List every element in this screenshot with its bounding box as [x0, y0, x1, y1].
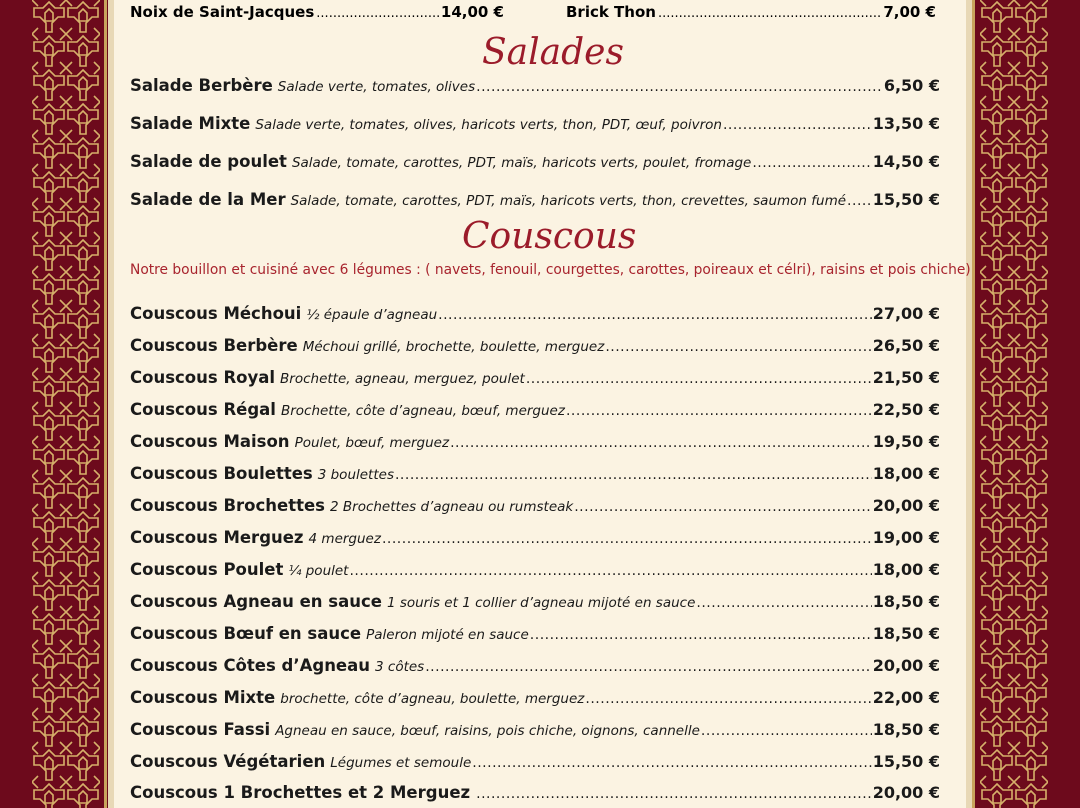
- menu-item-top-1: [130, 3, 504, 21]
- item-price: 18,00 €: [872, 560, 940, 579]
- item-price: 22,50 €: [872, 400, 940, 419]
- item-name: Couscous Agneau en sauce: [130, 592, 382, 611]
- menu-item-salade: [130, 190, 940, 212]
- item-name: Couscous Méchoui: [130, 304, 302, 323]
- item-price: 7,00 €: [883, 3, 936, 21]
- item-description: ½ épaule d’agneau: [306, 307, 438, 323]
- item-name: Couscous Mixte: [130, 688, 276, 707]
- section-title-salades: Salades: [482, 32, 624, 73]
- menu-item-couscous: [130, 656, 940, 678]
- item-price: 18,00 €: [872, 464, 940, 483]
- item-name: Salade de poulet: [130, 152, 287, 171]
- menu-item-couscous: [130, 624, 940, 646]
- item-dots: [476, 786, 872, 802]
- item-description: 3 boulettes: [317, 467, 394, 483]
- right-border-pattern: [980, 0, 1048, 808]
- item-name: Salade Berbère: [130, 76, 273, 95]
- item-price: 19,50 €: [872, 432, 940, 451]
- item-price: 21,50 €: [872, 368, 940, 387]
- item-name: Noix de Saint-Jacques: [130, 3, 315, 21]
- menu-item-couscous: [130, 560, 940, 582]
- item-description: Salade, tomate, carottes, PDT, maïs, haricots verts, poulet, fromage: [291, 155, 752, 171]
- item-dots: [696, 595, 871, 611]
- couscous-note: Notre bouillon et cuisiné avec 6 légumes : ( navets, fenouil, courgettes, carottes, poireaux et célri), raisins et pois chiche): [130, 262, 971, 278]
- menu-item-couscous: [130, 592, 940, 614]
- item-name: Couscous Poulet: [130, 560, 284, 579]
- item-description: brochette, côte d’agneau, boulette, merguez: [280, 691, 585, 707]
- item-price: 15,50 €: [872, 190, 940, 209]
- item-price: 18,50 €: [872, 720, 940, 739]
- item-description: 2 Brochettes d’agneau ou rumsteak: [330, 499, 574, 515]
- section-title-couscous: Couscous: [462, 216, 637, 257]
- item-name: Couscous Brochettes: [130, 496, 325, 515]
- item-description: Salade verte, tomates, olives: [277, 79, 476, 95]
- item-price: 22,00 €: [872, 688, 940, 707]
- item-dots: [530, 627, 872, 643]
- item-description: 4 merguez: [308, 531, 381, 547]
- item-name: Couscous Royal: [130, 368, 276, 387]
- item-description: Légumes et semoule: [330, 755, 472, 771]
- item-name: Couscous Boulettes: [130, 464, 313, 483]
- item-description: Poulet, bœuf, merguez: [294, 435, 450, 451]
- right-gold-line: [972, 0, 975, 808]
- item-description: ¼ poulet: [288, 563, 349, 579]
- item-dots: [438, 307, 872, 323]
- menu-item-couscous: [130, 783, 940, 805]
- item-dots: [450, 435, 872, 451]
- menu-item-couscous: [130, 752, 940, 774]
- item-price: 18,50 €: [872, 624, 940, 643]
- item-price: 18,50 €: [872, 592, 940, 611]
- item-name: Couscous Régal: [130, 400, 276, 419]
- item-description: Paleron mijoté en sauce: [366, 627, 529, 643]
- menu-item-couscous: [130, 368, 940, 390]
- item-description: Brochette, agneau, merguez, poulet: [280, 371, 525, 387]
- item-name: Salade Mixte: [130, 114, 251, 133]
- item-dots: [395, 467, 872, 483]
- item-dots: [658, 6, 881, 21]
- menu-item-couscous: [130, 688, 940, 710]
- menu-item-couscous: [130, 304, 940, 326]
- item-dots: [574, 499, 871, 515]
- item-dots: [472, 755, 871, 771]
- item-price: 13,50 €: [872, 114, 940, 133]
- menu-item-couscous: [130, 400, 940, 422]
- item-name: Couscous Fassi: [130, 720, 271, 739]
- item-description: Agneau en sauce, bœuf, raisins, pois chiche, oignons, cannelle: [275, 723, 700, 739]
- item-name: Couscous Berbère: [130, 336, 298, 355]
- menu-item-couscous: [130, 464, 940, 486]
- item-name: Couscous 1 Brochettes et 2 Merguez: [130, 783, 471, 802]
- menu-item-couscous: [130, 432, 940, 454]
- item-dots: [476, 79, 883, 95]
- item-name: Brick Thon: [566, 3, 656, 21]
- item-price: 26,50 €: [872, 336, 940, 355]
- item-price: 20,00 €: [872, 783, 940, 802]
- item-name: Couscous Maison: [130, 432, 290, 451]
- item-dots: [605, 339, 871, 355]
- item-dots: [349, 563, 871, 579]
- item-dots: [316, 6, 439, 21]
- left-border-pattern: [32, 0, 100, 808]
- menu-item-salade: [130, 114, 940, 136]
- item-description: Salade, tomate, carottes, PDT, maïs, haricots verts, thon, crevettes, saumon fumé: [290, 193, 847, 209]
- item-price: 6,50 €: [883, 76, 940, 95]
- right-border: [972, 0, 1080, 808]
- left-border: [0, 0, 108, 808]
- item-description: 1 souris et 1 collier d’agneau mijoté en sauce: [386, 595, 696, 611]
- menu-item-couscous: [130, 496, 940, 518]
- item-dots: [701, 723, 872, 739]
- item-price: 15,50 €: [872, 752, 940, 771]
- item-dots: [847, 193, 872, 209]
- item-name: Couscous Côtes d’Agneau: [130, 656, 371, 675]
- menu-item-top-2: [566, 3, 936, 21]
- item-price: 14,50 €: [872, 152, 940, 171]
- item-price: 14,00 €: [440, 3, 504, 21]
- menu-page: [108, 0, 972, 808]
- menu-item-salade: [130, 76, 940, 98]
- item-price: 19,00 €: [872, 528, 940, 547]
- item-price: 27,00 €: [872, 304, 940, 323]
- menu-item-couscous: [130, 528, 940, 550]
- item-name: Salade de la Mer: [130, 190, 286, 209]
- item-name: Couscous Bœuf en sauce: [130, 624, 362, 643]
- item-description: Méchoui grillé, brochette, boulette, merguez: [302, 339, 605, 355]
- item-name: Couscous Végétarien: [130, 752, 326, 771]
- menu-item-couscous: [130, 720, 940, 742]
- item-dots: [723, 117, 872, 133]
- item-name: Couscous Merguez: [130, 528, 304, 547]
- menu-item-salade: [130, 152, 940, 174]
- item-description: Brochette, côte d’agneau, bœuf, merguez: [280, 403, 565, 419]
- item-description: 3 côtes: [375, 659, 425, 675]
- item-dots: [526, 371, 872, 387]
- item-price: 20,00 €: [872, 496, 940, 515]
- item-dots: [425, 659, 871, 675]
- item-dots: [752, 155, 871, 171]
- item-dots: [585, 691, 871, 707]
- item-price: 20,00 €: [872, 656, 940, 675]
- item-dots: [382, 531, 872, 547]
- left-gold-line: [104, 0, 107, 808]
- item-dots: [566, 403, 872, 419]
- menu-item-couscous: [130, 336, 940, 358]
- item-description: Salade verte, tomates, olives, haricots verts, thon, PDT, œuf, poivron: [255, 117, 722, 133]
